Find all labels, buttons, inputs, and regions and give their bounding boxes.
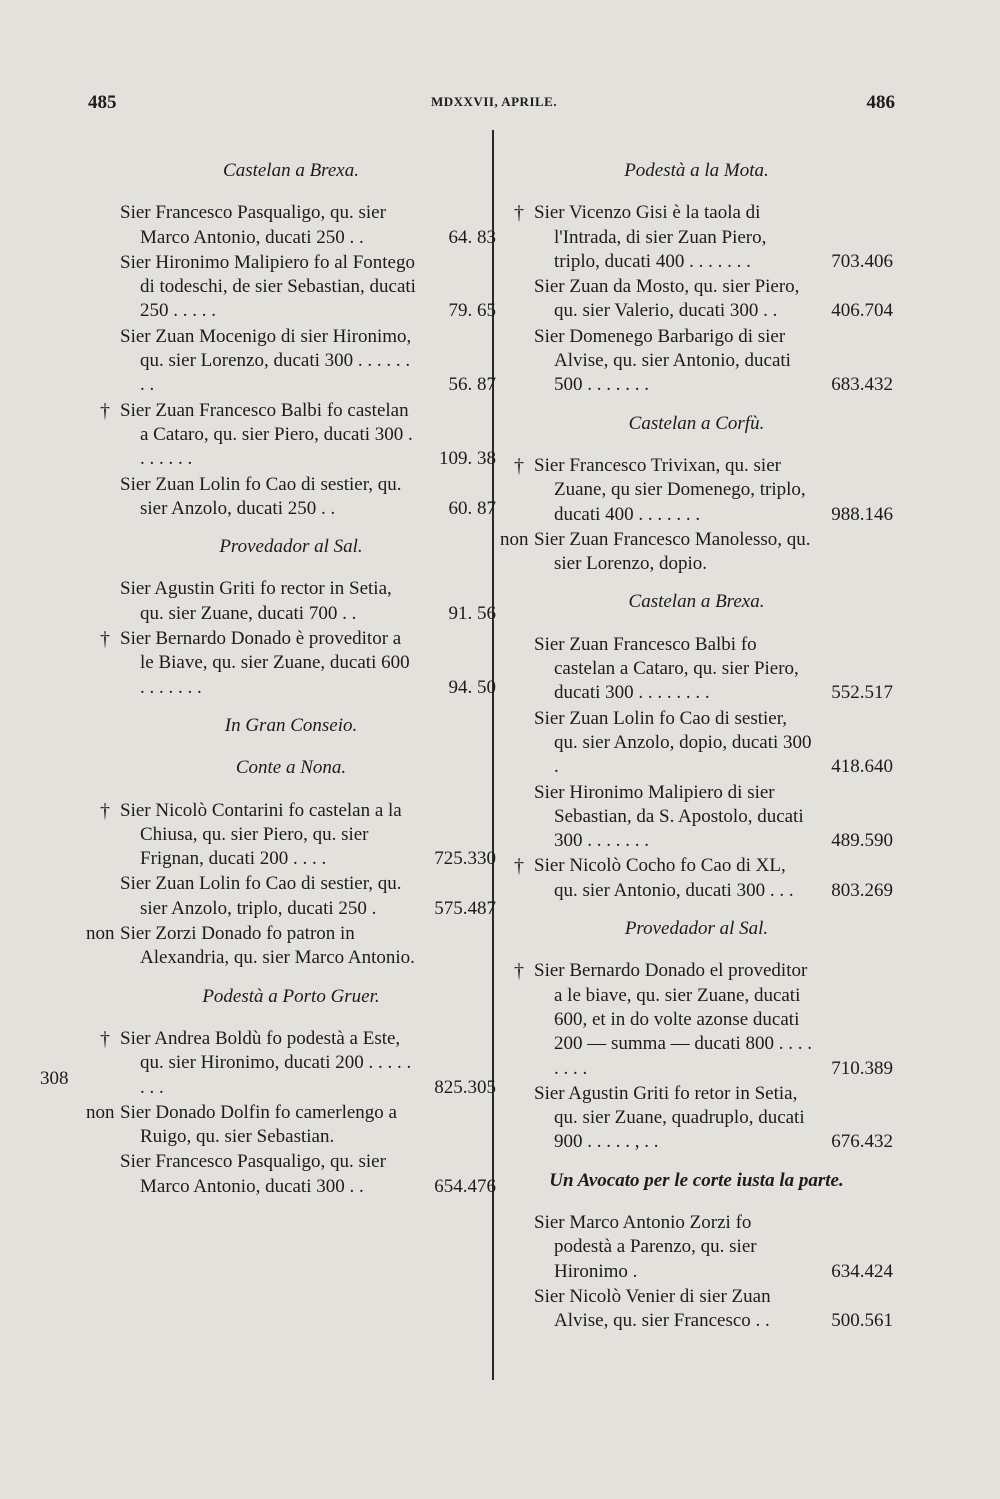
ballot-entry — [500, 325, 893, 398]
vote-count: 109. 38 — [439, 448, 496, 470]
entry-text: Sier Zuan Francesco Balbi fo castelan a Cataro, qu. sier Piero, ducati 300 . . . . . . . — [120, 399, 413, 470]
ballot-entry — [86, 922, 496, 971]
vote-count: 703.406 — [831, 250, 893, 272]
vote-count: 60. 87 — [448, 497, 496, 519]
section-heading: Un Avocato per le corte iusta la parte. — [549, 1169, 844, 1191]
entry-text: Sier Francesco Pasqualigo, qu. sier Marco Antonio, ducati 250 . . — [120, 202, 386, 248]
entry-text: Sier Bernardo Donado è proveditor a le Biave, qu. sier Zuane, ducati 600 . . . . . . . — [120, 628, 410, 698]
ballot-entry — [86, 799, 496, 872]
section-heading: Provedador al Sal. — [219, 536, 363, 558]
vote-count: 725.330 — [434, 848, 496, 870]
left-page-number: 485 — [88, 92, 117, 113]
right-column — [500, 145, 893, 1334]
ballot-entry — [500, 707, 893, 780]
ballot-entry — [500, 1285, 893, 1334]
section-heading: Conte a Nona. — [235, 757, 347, 779]
elected-cross-mark: † — [514, 454, 524, 477]
ballot-entry — [86, 1101, 496, 1150]
entry-mark: non — [500, 528, 529, 550]
entry-text: Sier Nicolò Cocho fo Cao di XL, qu. sier Antonio, ducati 300 . . . — [534, 855, 794, 901]
entry-mark: non — [86, 1101, 115, 1123]
entry-text: Sier Zuan Francesco Balbi fo castelan a Cataro, qu. sier Piero, ducati 300 . . . . . . . . — [534, 633, 799, 704]
section-heading: Castelan a Brexa. — [223, 160, 359, 181]
section-heading: Provedador al Sal. — [624, 918, 769, 940]
vote-count: 634.424 — [831, 1260, 893, 1282]
ballot-entry — [86, 201, 496, 250]
entry-text: Sier Zuan Lolin fo Cao di sestier, qu. sier Anzolo, ducati 250 . . — [120, 473, 402, 519]
section-heading: In Gran Conseio. — [224, 714, 358, 736]
entry-text: Sier Agustin Griti fo retor in Setia, qu. sier Zuane, quadruplo, ducati 900 . . . . . , . . — [534, 1082, 805, 1153]
vote-count: 803.269 — [831, 879, 893, 901]
entry-mark: non — [86, 923, 115, 945]
entry-text: Sier Zuan Lolin fo Cao di sestier, qu. sier Anzolo, dopio, ducati 300 . — [534, 707, 812, 778]
ballot-entry — [500, 1082, 893, 1155]
ballot-entry — [500, 781, 893, 854]
vote-count: 654.476 — [434, 1175, 496, 1197]
entry-text: Sier Donado Dolfin fo camerlengo a Ruigo, qu. sier Sebastian. — [120, 1101, 397, 1148]
ballot-entry — [500, 528, 893, 577]
ballot-entry — [86, 251, 496, 324]
vote-count: 64. 83 — [448, 226, 496, 248]
entry-text: Sier Vicenzo Gisi è la taola di l'Intrada, di sier Zuan Piero, triplo, ducati 400 . . . . . . . — [534, 202, 767, 272]
vote-count: 825.305 — [434, 1076, 496, 1098]
entry-text: Sier Zuan Francesco Manolesso, qu. sier Lorenzo, dopio. — [534, 528, 811, 575]
ballot-entry — [86, 627, 496, 700]
entry-text: Sier Zuan da Mosto, qu. sier Piero, qu. sier Valerio, ducati 300 . . — [534, 276, 800, 322]
vote-count: 710.389 — [831, 1057, 893, 1079]
elected-cross-mark: † — [514, 960, 524, 983]
ballot-entry — [86, 399, 496, 472]
entry-text: Sier Agustin Griti fo rector in Setia, qu. sier Zuane, ducati 700 . . — [120, 578, 392, 624]
vote-count: 676.432 — [831, 1131, 893, 1153]
vote-count: 91. 56 — [448, 602, 496, 624]
vote-count: 500.561 — [831, 1310, 893, 1332]
running-header — [88, 92, 895, 116]
vote-count: 683.432 — [831, 374, 893, 396]
vote-count: 575.487 — [434, 897, 496, 919]
entry-text: Sier Zuan Lolin fo Cao di sestier, qu. sier Anzolo, triplo, ducati 250 . — [120, 873, 402, 919]
vote-count: 94. 50 — [448, 676, 496, 698]
section-heading: Podestà a Porto Gruer. — [202, 985, 380, 1007]
entry-text: Sier Marco Antonio Zorzi fo podestà a Parenzo, qu. sier Hironimo . — [534, 1211, 757, 1282]
elected-cross-mark: † — [514, 202, 524, 225]
entry-text: Sier Nicolò Venier di sier Zuan Alvise, qu. sier Francesco . . — [534, 1285, 771, 1332]
vote-count: 79. 65 — [448, 300, 496, 322]
vote-count: 418.640 — [831, 756, 893, 778]
section-heading: Castelan a Corfù. — [628, 412, 765, 434]
entry-text: Sier Domenego Barbarigo di sier Alvise, qu. sier Antonio, ducati 500 . . . . . . . — [534, 325, 791, 396]
ballot-entry — [500, 959, 893, 1080]
entry-text: Sier Nicolò Contarini fo castelan a la Chiusa, qu. sier Piero, qu. sier Frignan, ducati 200 . . . . — [120, 799, 402, 870]
elected-cross-mark: † — [100, 399, 110, 422]
left-column — [86, 145, 496, 1200]
ballot-entry — [500, 633, 893, 706]
ballot-entry — [500, 854, 893, 903]
elected-cross-mark: † — [514, 855, 524, 878]
ballot-entry — [500, 201, 893, 274]
vote-count: 988.146 — [831, 503, 893, 525]
entry-text: Sier Andrea Boldù fo podestà a Este, qu. sier Hironimo, ducati 200 . . . . . . . . — [120, 1027, 412, 1098]
entry-text: Sier Francesco Pasqualigo, qu. sier Marco Antonio, ducati 300 . . — [120, 1151, 386, 1197]
vote-count: 489.590 — [831, 830, 893, 852]
vote-count: 406.704 — [831, 300, 893, 322]
elected-cross-mark: † — [100, 1027, 110, 1050]
ballot-entry — [86, 872, 496, 921]
entry-text: Sier Zorzi Donado fo patron in Alexandria, qu. sier Marco Antonio. — [120, 923, 415, 969]
ballot-entry — [500, 275, 893, 324]
right-page-number: 486 — [866, 92, 895, 113]
vote-count: 56. 87 — [448, 374, 496, 396]
vote-count: 552.517 — [831, 682, 893, 704]
ballot-entry — [86, 325, 496, 398]
ballot-entry — [86, 473, 496, 522]
entry-text: Sier Zuan Mocenigo di sier Hironimo, qu. sier Lorenzo, ducati 300 . . . . . . . . — [120, 325, 412, 396]
section-heading: Podestà a la Mota. — [624, 160, 769, 181]
ballot-entry — [86, 1150, 496, 1199]
entry-text: Sier Hironimo Malipiero fo al Fontego di todeschi, de sier Sebastian, ducati 250 . . . . . — [120, 251, 416, 322]
ballot-entry — [86, 577, 496, 626]
ballot-entry — [500, 1211, 893, 1284]
elected-cross-mark: † — [100, 799, 110, 822]
entry-text: Sier Francesco Trivixan, qu. sier Zuane, qu sier Domenego, triplo, ducati 400 . . . . . . . — [534, 454, 806, 525]
ballot-entry — [500, 454, 893, 527]
entry-text: Sier Hironimo Malipiero di sier Sebastian, da S. Apostolo, ducati 300 . . . . . . . — [534, 781, 804, 852]
section-heading: Castelan a Brexa. — [628, 591, 765, 613]
elected-cross-mark: † — [100, 628, 110, 651]
entry-text: Sier Bernardo Donado el proveditor a le biave, qu. sier Zuane, ducati 600, et in do volte azonse ducati 200 — summa — ducati 800 . . . . . . . . — [534, 960, 813, 1079]
ballot-entry — [86, 1027, 496, 1100]
header-title: MDXXVII, APRILE. — [431, 94, 558, 109]
margin-column-number: 308 — [40, 1068, 69, 1089]
